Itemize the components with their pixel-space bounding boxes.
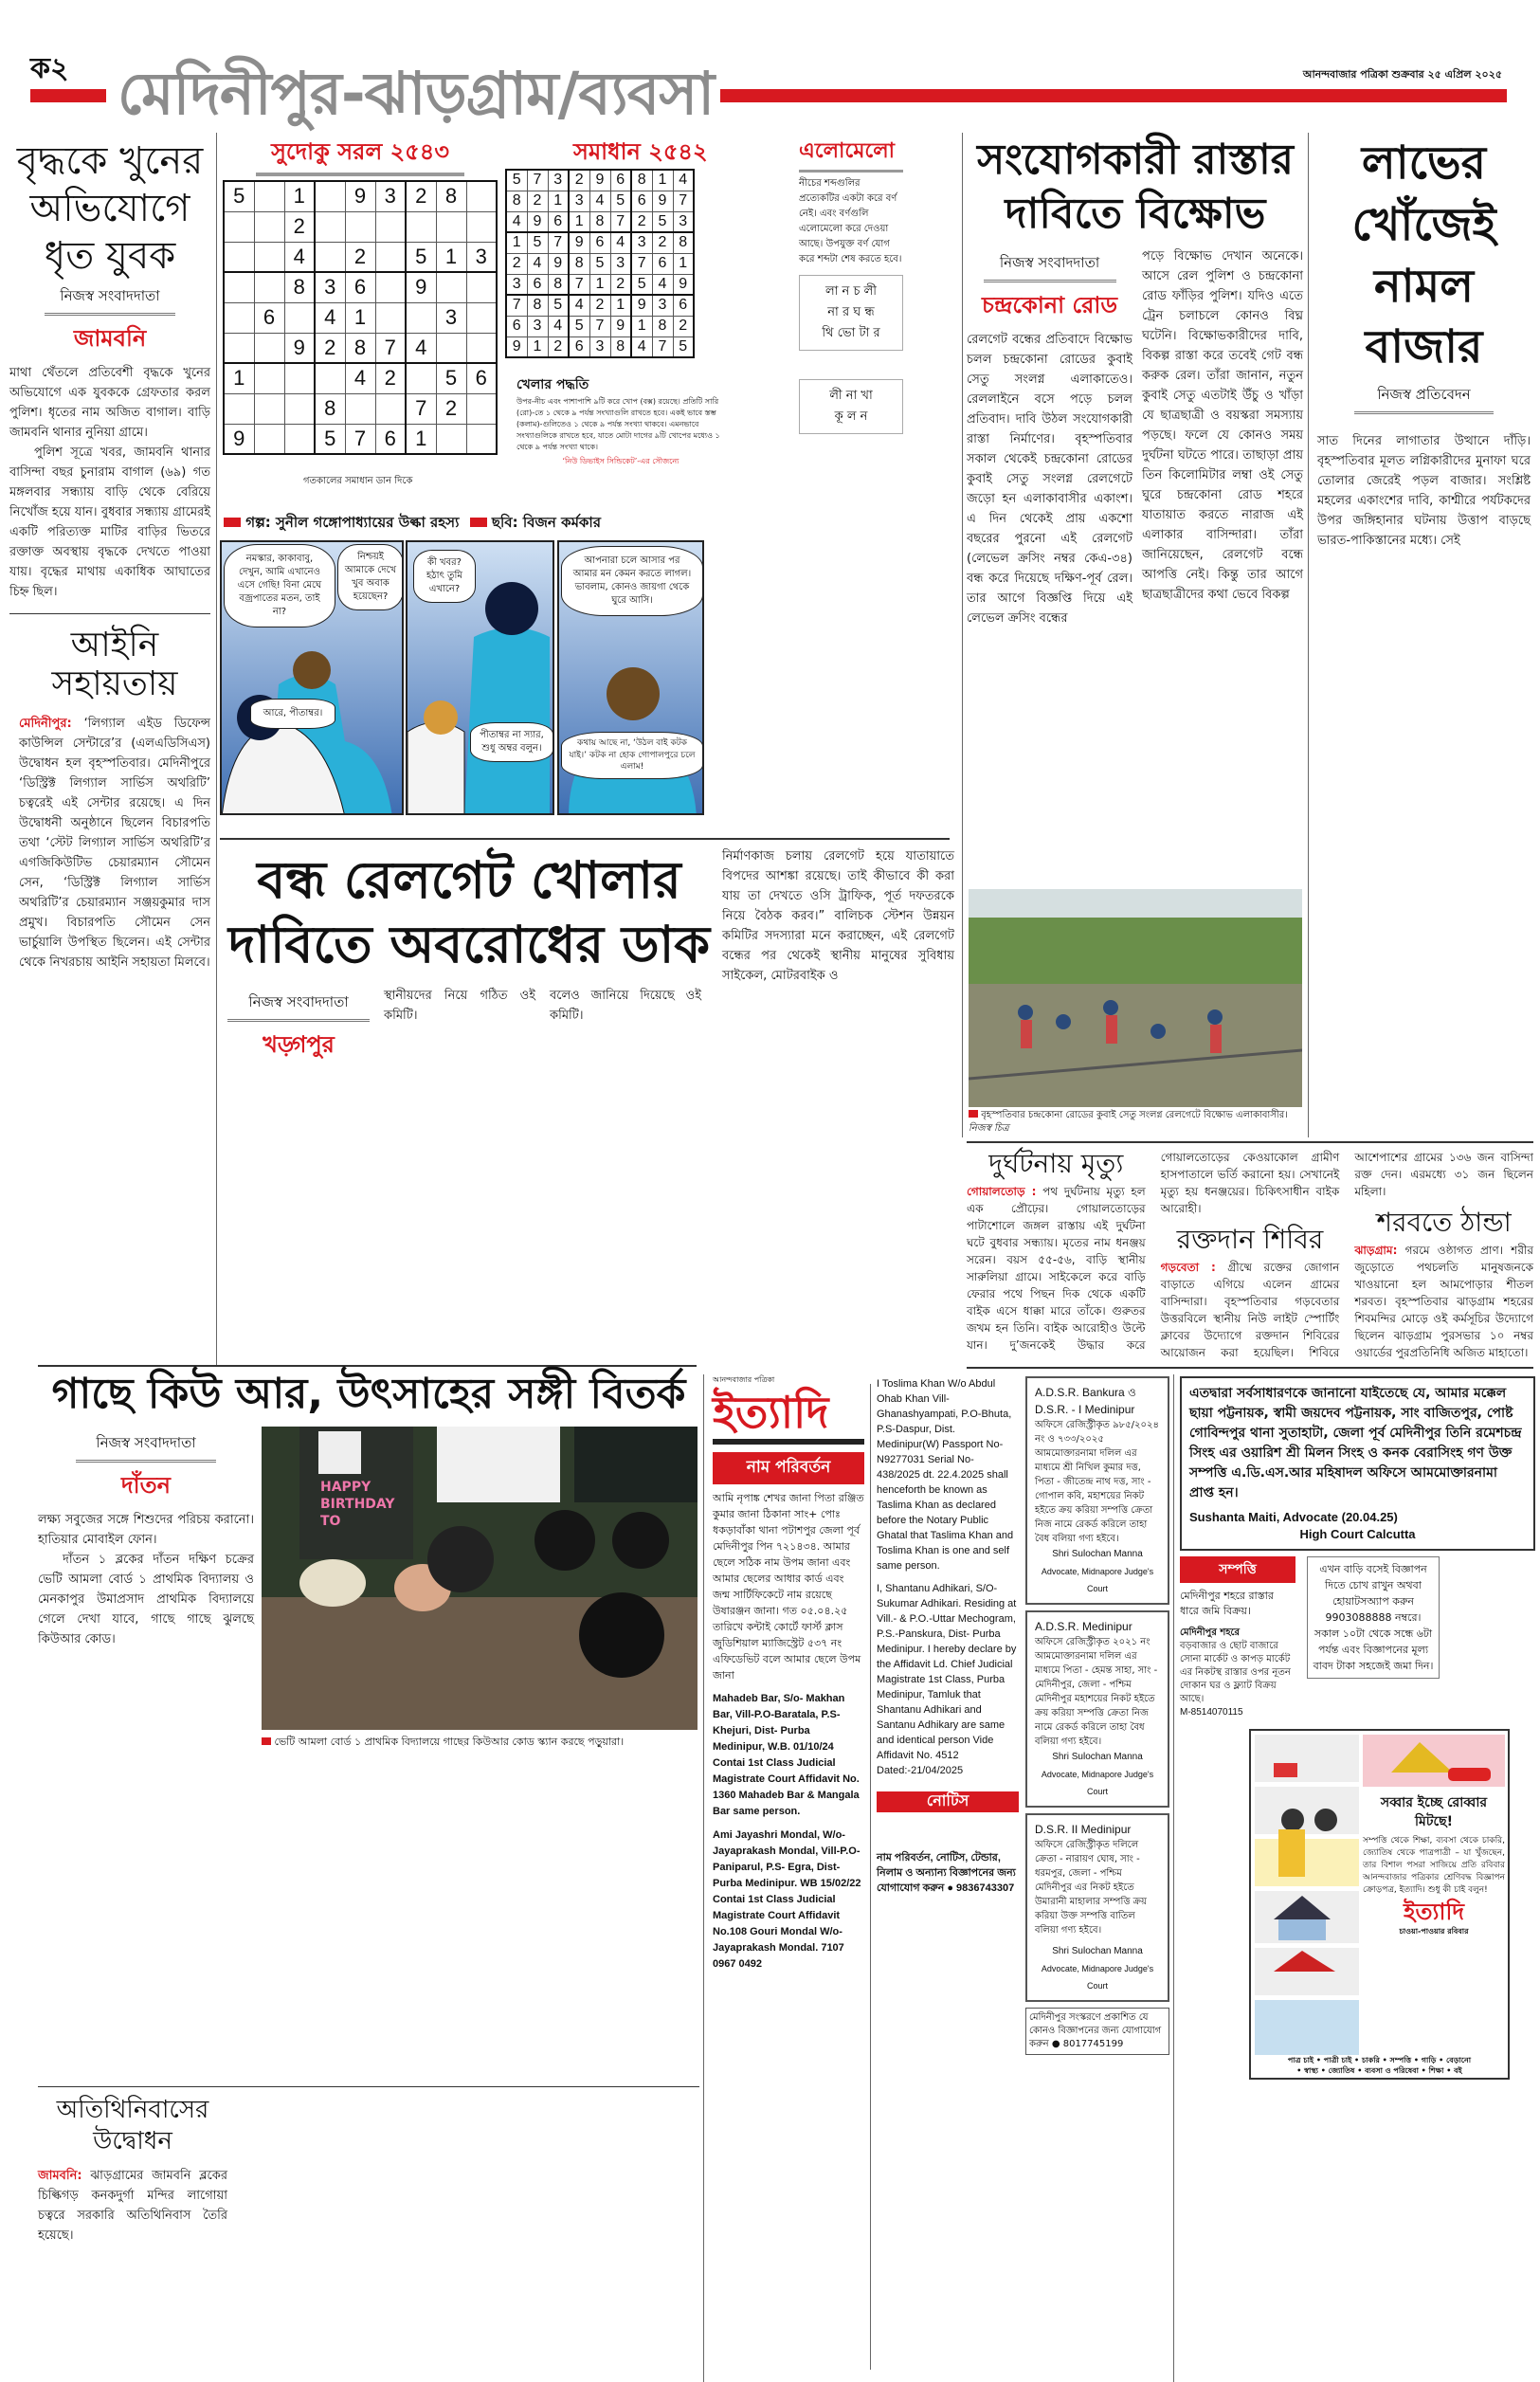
headline: বৃদ্ধকে খুনের অভিযোগে ধৃত যুবক xyxy=(16,139,204,278)
grid-cell: 8 xyxy=(589,211,610,232)
column-rule xyxy=(870,1384,871,2370)
grid-cell xyxy=(315,211,345,242)
grid-cell: 8 xyxy=(506,191,527,211)
grid-cell xyxy=(375,272,406,302)
grid-cell: 8 xyxy=(652,316,673,336)
road-col-2: পড়ে বিক্ষোভ দেখান অনেকে। আসে রেল পুলিশ ও চন্দ্রকোনা রোড ফাঁড়ির পুলিশ। যদিও এতে ট্রেন চলাচলে কোনও বিঘ্ন ঘটেনি। বিক্ষোভকারীদের দাবি, বিকল্প রাস্তা করে তবেই গেট বন্ধ করুক রেল। তাঁরা জানান, নতুন কুবাই সেতু এতটাই উঁচু ও খাঁড়া যে ছাত্রছাত্রী ও বয়স্করা সমস্যায় পড়ছে। ফলে যে কোনও সময় দুর্ঘটনা ঘটতে পারে। তাছাড়া প্রায় তিন কিলোমিটার লম্বা ওই সেতু ঘুরে চন্দ্রকোনা রোড শহরে যাতায়াত করতে নারাজ এই এলাকার বাসিন্দারা। তাঁরা জানিয়েছেন, রেলগেট বন্ধে আপত্তি নেই। কিন্তু তার আগে ছাত্রছাত্রীদের কথা ভেবে বিকল্প xyxy=(1142,249,1303,603)
elomelo-title: এলোমেলো xyxy=(799,135,903,173)
grid-cell xyxy=(284,393,315,424)
comic-panel-3 xyxy=(557,540,704,815)
sudoku-footer: গতকালের সমাধান ডান দিকে xyxy=(303,476,413,486)
grid-cell: 6 xyxy=(631,191,652,211)
left-column xyxy=(9,137,210,973)
byline: নিজস্ব সংবাদদাতা xyxy=(984,252,1116,282)
grid-cell: 2 xyxy=(610,274,631,295)
grid-cell: 4 xyxy=(673,170,694,191)
grid-cell: 8 xyxy=(610,336,631,357)
divider xyxy=(967,1367,1533,1369)
comic-art-label: ছবি: বিজন কর্মকার xyxy=(491,514,601,531)
byline: নিজস্ব সংবাদদাতা xyxy=(76,1432,216,1463)
brand-small: আনন্দবাজার পত্রিকা xyxy=(713,1375,775,1384)
place: মেদিনীপুর: xyxy=(19,716,72,731)
grid-cell xyxy=(406,211,436,242)
grid-cell: 7 xyxy=(375,333,406,363)
grid-cell xyxy=(224,393,254,424)
grid-cell: 4 xyxy=(406,333,436,363)
photo-caption: বৃহস্পতিবার চন্দ্রকোনা রোডের কুবাই সেতু সংলগ্ন রেলগেটে বিক্ষোভ এলাকাবাসীর। xyxy=(981,1110,1288,1120)
grid-cell: 9 xyxy=(527,211,548,232)
name-change-heading: নাম পরিবর্তন xyxy=(713,1452,864,1484)
grid-cell: 3 xyxy=(548,170,569,191)
grid-cell: 2 xyxy=(345,242,375,272)
elomelo-box-2: লী না খা কূ ল ন xyxy=(799,379,903,434)
contact-ad: নাম পরিবর্তন, নোটিস, টেন্ডার, নিলাম ও অন্যান্য বিজ্ঞাপনের জন্য যোগাযোগ করুন ● 9836743307 xyxy=(877,1852,1016,1894)
grid-cell: 8 xyxy=(315,393,345,424)
railgate-headline: বন্ধ রেলগেট খোলার দাবিতে অবরোধের ডাক xyxy=(227,850,711,974)
grid-cell: 1 xyxy=(610,295,631,316)
divider xyxy=(9,613,210,614)
brief-sherbet: শরবতে ঠান্ডা ঝাড়গ্রাম: গরমে ওষ্ঠাগত প্রাণ। শরীর জুড়োতে পথচলতি মানুষজনকে খাওয়ানো হল আমপোড়ার শীতল শরবত। বৃহস্পতিবার ঝাড়গ্রাম শহরের শিবমন্দির মোড়ে ওই কর্মসূচির উদ্যোগে ছিলেন ঝাড়গ্রাম পুরসভার ১০ নম্বর ওয়ার্ডের পুরপ্রতিনিধি অজিত মাহাতো। xyxy=(1354,1207,1533,1360)
grid-cell: 6 xyxy=(548,211,569,232)
grid-cell: 6 xyxy=(610,170,631,191)
grid-cell xyxy=(224,242,254,272)
speech-bubble: কথায় আছে না, ‘উঠল বাই কটক যাই।’ কটক না হোক গোপালপুরে চলে এলাম! xyxy=(561,732,703,779)
grid-cell: 5 xyxy=(569,316,589,336)
grid-cell: 3 xyxy=(631,232,652,253)
grid-cell xyxy=(345,393,375,424)
grid-cell: 9 xyxy=(631,295,652,316)
grid-cell xyxy=(466,424,497,454)
speech-bubble: কী খবর? হঠাৎ তুমি এখানে? xyxy=(413,550,476,603)
whatsapp-ad: এখন বাড়ি বসেই বিজ্ঞাপন দিতে চোখ রাখুন অথবা হোয়াটসঅ্যাপ করুন 9903088888 নম্বরে। সকাল ১০টা থেকে সন্ধে ৬টা পর্যন্ত এবং বিজ্ঞাপনের মূল্য বাবদ টাকা সহজেই জমা দিন। xyxy=(1307,1556,1440,1679)
grid-cell: 1 xyxy=(506,232,527,253)
grid-cell: 7 xyxy=(548,232,569,253)
right-ads-column xyxy=(1180,1376,1535,2080)
grid-cell xyxy=(436,211,466,242)
rules-text: উপর-নীচ এবং পাশাপাশি ৯টি করে খোপ (বক্স) রয়েছে। প্রতিটি সারি (রো)-তে ১ থেকে ৯ পর্যন্ত সংখ্যাগুলি রাখতে হবে। একই ভাবে স্তম্ভ (কলাম)-গুলিতেও ১ থেকে ৯ পর্যন্ত সংখ্যা থাকবে। এমনভাবে সংখ্যাগুলিকে রাখতে হবে, যাতে মোটা দাগের ৯টি খোপের মধ্যেও ১ থেকে ৯ পর্যন্ত সংখ্যা থাকে। xyxy=(516,397,720,451)
grid-cell: 1 xyxy=(652,170,673,191)
byline: নিজস্ব সংবাদদাতা xyxy=(227,991,370,1022)
grid-cell: 1 xyxy=(345,302,375,333)
grid-cell: 6 xyxy=(254,302,284,333)
column-rule xyxy=(1308,133,1309,1137)
grid-cell: 4 xyxy=(631,336,652,357)
grid-cell xyxy=(315,363,345,393)
column-rule xyxy=(216,133,217,1365)
classified-ad: Ami Jayashri Mondal, W/o- Jayaprakash Mondal, Vill-P.O- Paniparul, P.S- Egra, Dist- Purba Medinipur. WB 15/02/22 Contai 1st Class Judicial Magistrate Court Affidavit No.108 Gouri Mondal W/o- Jayaprakash Mondal. 7107 0967 0492 xyxy=(713,1829,861,1971)
grid-cell: 2 xyxy=(315,333,345,363)
grid-cell: 5 xyxy=(631,274,652,295)
brief-accident: দুর্ঘটনায় মৃত্যু গোয়ালতোড় : পথ দুর্ঘটনায় মৃত্যু হল এক প্রৌঢ়ের। গোয়ালতোড়ের পাটাশোলে জঙ্গল রাস্তায় এই দুর্ঘটনা ঘটে বুধবার সন্ধ্যায়। মৃতের নাম ধনঞ্জয় সরেন। বয়স ৫৫-৫৬, বাড়ি স্থানীয় সারুলিয়া গ্রামে। সাইকেলে করে বাড়ি ফেরার পথে পিছন দিক থেকে একটি বাইক এসে ধাক্কা মারে তাঁকে। গুরুতর জখম হন তিনি। বাইক আরোহীও উল্টে যান। দু’জনকেই উদ্ধার করে গোয়ালতোড়ের কেওয়াকোল গ্রামীণ হাসপাতালে ভর্তি করানো হয়। সেখানেই মৃত্যু হয় ধনঞ্জয়ের। চিকিৎসাধীন বাইক আরোহী। xyxy=(967,1148,1340,1353)
grid-cell xyxy=(254,211,284,242)
photo-caption: ভেটি আমলা বোর্ড ১ প্রাথমিক বিদ্যালয়ে গাছের কিউআর কোড স্ক্যান করছে পড়ুয়ারা। xyxy=(274,1735,625,1748)
grid-cell: 3 xyxy=(315,272,345,302)
grid-cell: 1 xyxy=(589,274,610,295)
grid-cell xyxy=(315,242,345,272)
grid-cell xyxy=(345,211,375,242)
promo-title: সব্বার ইচ্ছে রোব্বার মিটছে! xyxy=(1380,1795,1488,1829)
divider xyxy=(220,838,950,840)
court-ad-2: A.D.S.R. Medinipur অফিসে রেজিস্ট্রীকৃত ২০২১ নং আমমোক্তারনামা দলিল এর মাধ্যমে পিতা - হেমন্ত সাহা, সাং - মেদিনীপুর, জেলা - পশ্চিম মেদিনীপুর মহাশয়ের নিকট হইতে ক্রয় করিয়া সম্পত্তি ক্রেতা নিজ নামে রেকর্ড করিলে তাহা বৈধ বলিয়া গণ্য হইবে। Shri Sulochan Manna Advocate, Midnapore Judge's Court xyxy=(1025,1610,1169,1808)
grid-cell: 2 xyxy=(589,295,610,316)
brief-blood-donation: রক্তদান শিবির গড়বেতা : গ্রীষ্মে রক্তের জোগান বাড়াতে এগিয়ে এলেন গ্রামের বাসিন্দারা। বৃহস্পতিবার গড়বেতার উত্তরবিলে স্থানীয় নিউ লাইট স্পোর্টিং ক্লাবের উদ্যোগে রক্তদান শিবিরের আয়োজন করা হয়েছিল। শিবিরে আশেপাশের গ্রামের ১৩৬ জন বাসিন্দা রক্ত দেন। এরমধ্যে ৩১ জন ছিলেন মহিলা। xyxy=(1160,1151,1533,1360)
grid-cell: 3 xyxy=(527,316,548,336)
grid-cell xyxy=(466,302,497,333)
product-images-icon xyxy=(1255,1735,1359,2057)
dateline: খড়্গপুর xyxy=(263,1031,335,1058)
railgate-col-1: স্থানীয়দের নিয়ে গঠিত ওই কমিটি। xyxy=(384,989,535,1023)
grid-cell: 5 xyxy=(436,363,466,393)
elomelo-box-1: লা ন চ লী না র ঘ ন্ধ থি ভো টা র xyxy=(799,275,903,351)
grid-cell: 9 xyxy=(610,316,631,336)
dateline: জামবনি xyxy=(73,325,147,352)
comic-panel-1 xyxy=(220,540,404,815)
grid-cell: 5 xyxy=(673,336,694,357)
grid-cell: 6 xyxy=(652,253,673,274)
grid-cell: 4 xyxy=(569,295,589,316)
qr-school-photo xyxy=(262,1427,698,1730)
grid-cell: 1 xyxy=(406,424,436,454)
court-ad-3: D.S.R. II Medinipur অফিসে রেজিস্ট্রীকৃত দলিলে ক্রেতা - নারায়ণ ঘোষ, সাং - ধরমপুর, জেলা - পশ্চিম মেদিনীপুর এর নিকট হইতে উমারানী মাহালার সম্পত্তি ক্রয় করিয়া উক্ত সম্পত্তি বাতিল বলিয়া গণ্য হইবে। Shri Sulochan Manna Advocate, Midnapore Judge's Court xyxy=(1025,1813,1169,2002)
classified-ad: I, Shantanu Adhikari, S/O- Sukumar Adhikari. Residing at Vill.- & P.O.-Uttar Mechogram, P.S.-Panskura, Dist- Purba Medinipur. I hereby declare by the Affidavit Ld. Chief Judicial Magistrate 1st Class, Purba Medinipur, Tamluk that Shantanu Adhikari and Santanu Adhikary are same and identical person Vide Affidavit No. 4512 Dated:-21/04/2025 xyxy=(877,1583,1017,1776)
grid-cell: 2 xyxy=(284,211,315,242)
grid-cell: 5 xyxy=(506,170,527,191)
court-ad-1: A.D.S.R. Bankura ও D.S.R. - I Medinipur অফিসে রেজিস্ট্রীকৃত ৯৮৫/২০২৪ নং ও ৭৩৩/২০২৫ আমমোক্তারনামা দলিল এর মাধ্যমে শ্রী নিখিল কুমার দত্ত, পিতা - জীতেন্দ্র নাথ দত্ত, সাং - গোপাল কবি, মহাশয়ের নিকট হইতে ক্রয় করিয়া সম্পত্তি ক্রেতা নিজ নামে রেকর্ড করিলে তাহা বৈধ বলিয়া গণ্য হইবে। Shri Sulochan Manna Advocate, Midnapore Judge's Court xyxy=(1025,1376,1169,1605)
dateline: দাঁতন xyxy=(121,1471,171,1499)
grid-cell xyxy=(284,363,315,393)
grid-cell: 8 xyxy=(436,181,466,211)
grid-cell: 5 xyxy=(548,295,569,316)
elomelo xyxy=(799,135,903,434)
classified-ad: Mahadeb Bar, S/o- Makhan Bar, Vill-P.O-Baratala, P.S- Khejuri, Dist- Purba Medinipur, W.B. 01/10/24 Contai 1st Class Judicial Magistrate Court Affidavit No. 1360 Mahadeb Bar & Mangala Bar same person. xyxy=(713,1693,860,1818)
grid-cell: 2 xyxy=(673,316,694,336)
grid-cell: 2 xyxy=(548,336,569,357)
grid-cell: 6 xyxy=(527,274,548,295)
grid-cell: 3 xyxy=(506,274,527,295)
article-murder xyxy=(9,137,210,602)
grid-cell: 6 xyxy=(345,272,375,302)
grid-cell: 2 xyxy=(569,170,589,191)
grid-cell: 1 xyxy=(631,316,652,336)
grid-cell: 4 xyxy=(610,232,631,253)
land-ad: মেদিনীপুর শহরে রাস্তার ধারে জমি বিক্রয়। xyxy=(1180,1590,1274,1617)
grid-cell: 6 xyxy=(466,363,497,393)
paragraph: ‘লিগ্যাল এইড ডিফেন্স কাউন্সিল সেন্টারে’র (এলএডিসিএস) উদ্বোধন হল বৃহস্পতিবার। মেদিনীপুরে ‘ডিস্ট্রিক্ট লিগ্যাল সার্ভিস অথরিটি’ চত্বরেই এই সেন্টার রয়েছে। এ দিন উদ্বোধনী অনুষ্ঠানে ছিলেন বিচারপতি তথা ‘স্টেট লিগ্যাল সার্ভিস অথরিটি’র এগজিকিউটিভ চেয়ারম্যান সৌমেন সেন, ‘ডিস্ট্রিক্ট লিগ্যাল সার্ভিস অথরিটি’র চেয়ারম্যান সঞ্জয়কুমার দাস প্রমুখ। বিচারপতি সৌমেন সেন ভার্চুয়ালি উপস্থিত ছিলেন। এই সেন্টার থেকে নিখরচায় আইনি সহায়তা মিলবে। xyxy=(19,716,210,970)
grid-cell xyxy=(406,302,436,333)
grid-cell: 5 xyxy=(315,424,345,454)
grid-cell: 8 xyxy=(631,170,652,191)
grid-cell: 1 xyxy=(527,336,548,357)
grid-cell: 3 xyxy=(589,336,610,357)
briefs xyxy=(967,1149,1533,1361)
grid-cell: 4 xyxy=(345,363,375,393)
grid-cell xyxy=(254,363,284,393)
grid-cell: 5 xyxy=(224,181,254,211)
grid-cell xyxy=(466,333,497,363)
grid-cell: 7 xyxy=(652,336,673,357)
solution-title: সমাধান ২৫৪২ xyxy=(573,138,708,165)
solution-grid xyxy=(505,169,695,358)
grid-cell: 7 xyxy=(673,191,694,211)
grid-cell xyxy=(406,363,436,393)
grid-cell: 8 xyxy=(569,253,589,274)
rules-title: খেলার পদ্ধতি xyxy=(516,377,589,392)
sudoku-grid xyxy=(223,180,498,455)
grid-cell: 6 xyxy=(375,424,406,454)
photo-board-text: HAPPY BIRTHDAY TO xyxy=(320,1479,395,1529)
grid-cell: 6 xyxy=(589,232,610,253)
paragraph: পুলিশ সূত্রে খবর, জামবনি থানার বাসিন্দা বছর চুনারাম বাগাল (৬৯) গত মঙ্গলবার সন্ধ্যায় বাড়ি থেকে বেরিয়ে নিখোঁজ হয়ে যান। বুধবার সন্ধ্যায় গ্রামেরই একটি পরিত্যক্ত মাটির বাড়ির ভিতরে রক্তাক্ত অবস্থায় বৃদ্ধকে দেখতে পাওয়া যায়। বৃদ্ধের মাথায় একাধিক আঘাতের চিহ্ন ছিল। xyxy=(9,445,210,599)
article-tree: গাছে কিউ আর, উৎসাহের সঙ্গী বিতর্ক নিজস্ব সংবাদদাতা দাঁতন লক্ষ্য সবুজের সঙ্গে শিশুদের পরিচয় করানো। হাতিয়ার মোবাইল ফোন। দাঁতন ১ ব্লকের দাঁতন দক্ষিণ চক্রের ভেটি আমলা বোর্ড ১ প্রাথমিক বিদ্যালয় ও মেনকাপুর উমাপ্রসাদ প্রাথমিক বিদ্যালয়ে গেলে দেখা যাবে, গাছে গাছে ঝুলছে কিউআর কোড। HAPPY BIRTHDAY TO ভেটি আমলা বোর্ড ১ প্রাথমিক বিদ্যালয়ে গাছের কিউআর কোড স্ক্যান করছে পড়ুয়ারা। অতিথিনিবাসের উদ্বোধন জামবনি: ঝাড়গ্রামের জামবনি ব্লকের চিল্কিগড় কনকদুর্গা মন্দির লাগোয়া চত্বরে সরকারি অতিথিনিবাস তৈরি হয়েছে। xyxy=(38,1371,699,2246)
grid-cell: 1 xyxy=(569,211,589,232)
column-rule xyxy=(962,133,963,1137)
itadi-promo: সব্বার ইচ্ছে রোব্বার মিটছে! সম্পত্তি থেকে শিক্ষা, ব্যবসা থেকে চাকরি, জ্যোতিষ থেকে পাত্রপাত্রী – যা খুঁজছেন, তার বিশাল পসরা সাজিয়ে প্রতি রবিবার আনন্দবাজার পত্রিকার শ্রেণিবদ্ধ বিজ্ঞাপন ক্রোড়পত্র, ইত্যাদি। শুধু কী চাই বলুন! ইত্যাদি চাওয়া-পাওয়ার রবিবার পাত্র চাই • পাত্রী চাই • চাকরি • সম্পত্তি • গাড়ি • বেড়ানো • স্বাস্থ্য • জ্যোতিষ • ব্যবসা ও পরিষেবা • শিক্ষা • বই xyxy=(1249,1729,1510,2080)
divider xyxy=(38,1365,697,1367)
tree-headline: গাছে কিউ আর, উৎসাহের সঙ্গী বিতর্ক xyxy=(51,1370,686,1418)
road-protest-photo xyxy=(969,889,1302,1107)
column-rule xyxy=(1173,1374,1174,2382)
grid-cell: 7 xyxy=(589,316,610,336)
article-railgate xyxy=(227,848,711,1069)
grid-cell xyxy=(466,393,497,424)
grid-cell: 9 xyxy=(589,170,610,191)
photo-credit: নিজস্ব চিত্র xyxy=(969,1123,1009,1134)
grid-cell: 3 xyxy=(673,211,694,232)
shop-ad: মেদিনীপুর শহরে বড়বাজার ও ছোট বাজারে সোনা মার্কেট ও কাপড় মার্কেট এর নিকটস্থ রাস্তার ওপর নূতন দোকান ঘর ও ফ্ল্যাট বিক্রয় আছে। M-8514070115 xyxy=(1180,1627,1291,1718)
bottom-contact: মেদিনীপুর সংস্করণে প্রকাশিত যে কোনও বিজ্ঞাপনের জন্য যোগাযোগ করুন ● 8017745199 xyxy=(1025,2008,1169,2055)
grid-cell: 3 xyxy=(569,191,589,211)
grid-cell: 8 xyxy=(284,272,315,302)
grid-cell: 1 xyxy=(673,253,694,274)
grid-cell: 2 xyxy=(527,191,548,211)
grid-cell: 3 xyxy=(610,253,631,274)
grid-cell: 4 xyxy=(548,316,569,336)
grid-cell: 9 xyxy=(569,232,589,253)
grid-cell: 7 xyxy=(631,253,652,274)
grid-cell xyxy=(254,242,284,272)
comic-panel-2 xyxy=(406,540,554,815)
grid-cell: 6 xyxy=(569,336,589,357)
grid-cell xyxy=(375,302,406,333)
divider xyxy=(967,1141,1533,1143)
grid-cell: 9 xyxy=(406,272,436,302)
speech-bubble: নমস্কার, কাকাবাবু, দেখুন, আমি এখানেও এসে গেছি! বিনা মেঘে বজ্রপাতের মতন, তাই না? xyxy=(224,544,335,627)
grid-cell: 9 xyxy=(548,253,569,274)
grid-cell: 1 xyxy=(284,181,315,211)
grid-cell: 3 xyxy=(652,295,673,316)
grid-cell xyxy=(254,272,284,302)
article-market xyxy=(1317,133,1531,551)
speech-bubble: আপনারা চলে আসার পর আমার মন কেমন করতে লাগল। ভাবলাম, কোনও জায়গা থেকে ঘুরে আসি। xyxy=(561,546,703,616)
grid-cell: 9 xyxy=(506,336,527,357)
grid-cell xyxy=(224,272,254,302)
grid-cell xyxy=(466,181,497,211)
promo-body: সম্পত্তি থেকে শিক্ষা, ব্যবসা থেকে চাকরি, জ্যোতিষ থেকে পাত্রপাত্রী – যা খুঁজছেন, তার বিশাল পসরা সাজিয়ে প্রতি রবিবার আনন্দবাজার পত্রিকার শ্রেণিবদ্ধ বিজ্ঞাপন ক্রোড়পত্র, ইত্যাদি। শুধু কী চাই বলুন! xyxy=(1363,1836,1505,1895)
header-rule-left xyxy=(30,89,106,102)
grid-cell: 6 xyxy=(673,295,694,316)
paragraph: সাত দিনের লাগাতার উত্থানে দাঁড়ি। বৃহস্পতিবার মূলত লগ্নিকারীদের মুনাফা ঘরে তোলার জেরেই পড়ল বাজার। সংশ্লিষ্ট মহলের একাংশের দাবি, কাশ্মীরে পর্যটকদের উপর জঙ্গিহানার ঘটনায় উত্তাপ বাড়ছে ভারত-পাকিস্তানের মধ্যে। সেই xyxy=(1317,434,1531,549)
grid-cell: 9 xyxy=(652,191,673,211)
headline: লাভের খোঁজেই নামল বাজার xyxy=(1351,136,1496,374)
grid-cell: 8 xyxy=(673,232,694,253)
road-headline: সংযোগকারী রাস্তার দাবিতে বিক্ষোভ xyxy=(977,136,1294,239)
grid-cell: 4 xyxy=(506,211,527,232)
grid-cell: 6 xyxy=(506,316,527,336)
grid-cell: 2 xyxy=(436,393,466,424)
divider xyxy=(38,2086,699,2087)
grid-cell: 7 xyxy=(406,393,436,424)
grid-cell: 5 xyxy=(406,242,436,272)
speech-bubble: আরে, পীতাম্বর। xyxy=(250,699,335,729)
railgate-col-3: নির্মাণকাজ চলায় রেলগেট হয়ে যাতায়াতে বিপদের আশঙ্কা রয়েছে। তাই কীভাবে কী করা যায় তা দেখতে ওসি ট্রাফিক, পূর্ত দফতরকে নিয়ে বৈঠক করব।” বালিচক স্টেশন উন্নয়ন কমিটির সদস্যারা মনে করাচ্ছেন, এই রেলগেট বন্ধের পর থেকেই স্থানীয় মানুষের সুবিধায় সাইকেল, মোটরবাইক ও xyxy=(722,849,954,983)
grid-cell xyxy=(466,211,497,242)
railgate-col-2: বলেও জানিয়ে দিয়েছে ওই কমিটি। xyxy=(550,989,701,1023)
grid-cell: 4 xyxy=(315,302,345,333)
promo-tagline: চাওয়া-পাওয়ার রবিবার xyxy=(1399,1926,1469,1936)
classifieds-left-column xyxy=(713,1374,864,1973)
grid-cell: 4 xyxy=(589,191,610,211)
court-ads-column xyxy=(1025,1376,1169,2055)
grid-cell: 5 xyxy=(610,191,631,211)
date-line: আনন্দবাজার পত্রিকা শুক্রবার ২৫ এপ্রিল ২০২৫ xyxy=(1302,68,1502,81)
article-legal-aid xyxy=(9,626,210,973)
headline: আইনি সহায়তায় xyxy=(51,626,178,704)
grid-cell: 8 xyxy=(548,274,569,295)
grid-cell: 7 xyxy=(506,295,527,316)
grid-cell xyxy=(254,181,284,211)
sudoku-title: সুদোকু সরল ২৫৪৩ xyxy=(256,135,464,176)
byline: নিজস্ব প্রতিবেদন xyxy=(1354,384,1493,414)
grid-cell xyxy=(224,302,254,333)
elomelo-intro: নীচের শব্দগুলির প্রত্যেকটির একটা করে বর্ণ নেই। এবং বর্ণগুলি এলোমেলো করে দেওয়া আছে। উপযুক্ত বর্ণ যোগ করে শব্দটা শেষ করতে হবে। xyxy=(799,178,902,264)
grid-cell: 9 xyxy=(224,424,254,454)
speech-bubble: পীতাম্বর না স্যার, শুধু অম্বর বলুন। xyxy=(470,722,553,762)
grid-cell xyxy=(375,242,406,272)
grid-cell: 8 xyxy=(527,295,548,316)
grid-cell xyxy=(436,272,466,302)
grid-cell: 8 xyxy=(345,333,375,363)
grid-cell: 2 xyxy=(631,211,652,232)
grid-cell: 3 xyxy=(375,181,406,211)
grid-cell xyxy=(375,211,406,242)
section-title: মেদিনীপুর-ঝাড়গ্রাম/ব্যবসা xyxy=(112,49,719,147)
grid-cell xyxy=(254,393,284,424)
byline: নিজস্ব সংবাদদাতা xyxy=(45,285,175,316)
grid-cell: 7 xyxy=(345,424,375,454)
grid-cell: 9 xyxy=(284,333,315,363)
grid-cell: 1 xyxy=(436,242,466,272)
column-rule xyxy=(703,1374,704,2382)
comic-story-label: গল্প: সুনীল গঙ্গোপাধ্যায়ের উল্কা রহস্য xyxy=(245,514,460,531)
grid-cell xyxy=(315,181,345,211)
grid-cell: 3 xyxy=(436,302,466,333)
grid-cell xyxy=(224,333,254,363)
itadi-logo: ইত্যাদি xyxy=(713,1387,864,1445)
promo-logo: ইত্যাদি xyxy=(1404,1899,1464,1925)
grid-cell xyxy=(254,333,284,363)
speech-bubble: নিশ্চয়ই আমাকে দেখে খুব অবাক হয়েছেন? xyxy=(337,544,404,610)
tent-car-icon xyxy=(1363,1735,1505,1791)
road-col-1: রেলগেট বন্ধের প্রতিবাদে বিক্ষোভ চলল চন্দ্রকোনা রোডের কুবাই সেতু সংলগ্ন এলাকাতেও। রেললাইনে বসে পড়ে চলল প্রতিবাদ। দাবি উঠল সংযোগকারী রাস্তা নির্মাণের। বৃহস্পতিবার সকাল থেকেই চন্দ্রকোনা রোডের কুবাই সেতু সংলগ্ন রেলগেটে জড়ো হন এলাকাবাসীর একাংশ। এ দিন থেকেই প্রায় একশো বছরের পুরনো এই রেলগেট (লেভেল ক্রসিং নম্বর কেএ-৩৪) বন্ধ করে দিয়েছে দক্ষিণ-পূর্ব রেল। তার আগে বিজ্ঞপ্তি দিয়ে এই লেভেল ক্রসিং বন্ধের xyxy=(967,333,1132,627)
grid-cell xyxy=(224,211,254,242)
grid-cell xyxy=(284,302,315,333)
grid-cell xyxy=(436,333,466,363)
grid-cell xyxy=(254,424,284,454)
classifieds-mid-column xyxy=(877,1376,1019,1896)
grid-cell xyxy=(375,393,406,424)
header-rule-right xyxy=(720,89,1507,102)
classified-ad: I Toslima Khan W/o Abdul Ohab Khan Vill-Ghanashyampati, P.O-Bhuta, P.S-Daspur, Dist. Medinipur(W) Passport No- N9277031 Serial No- 438/2025 dt. 22.4.2025 shall henceforth be known as Taslima Khan as declared before the Notary Public Ghatal that Taslima Khan and Toslima Khan is one and self same person. xyxy=(877,1378,1014,1572)
article-guest-house: অতিথিনিবাসের উদ্বোধন জামবনি: ঝাড়গ্রামের জামবনি ব্লকের চিল্কিগড় কনকদুর্গা মন্দির লাগোয়া চত্বরে সরকারি অতিথিনিবাস তৈরি হয়েছে। xyxy=(38,2095,227,2244)
grid-cell xyxy=(436,424,466,454)
credit: ‘নিউ ডিভাইস সিন্ডিকেট’-এর সৌজন্যে xyxy=(562,457,679,465)
grid-cell xyxy=(284,424,315,454)
grid-cell: 2 xyxy=(506,253,527,274)
grid-cell: 1 xyxy=(548,191,569,211)
grid-cell: 2 xyxy=(652,232,673,253)
grid-cell: 7 xyxy=(569,274,589,295)
article-road xyxy=(967,133,1304,628)
grid-cell: 4 xyxy=(652,274,673,295)
grid-cell: 9 xyxy=(345,181,375,211)
property-heading: সম্পত্তি xyxy=(1180,1556,1295,1583)
notice-heading: নোটিস xyxy=(877,1791,1019,1812)
grid-cell: 7 xyxy=(527,170,548,191)
grid-cell: 5 xyxy=(589,253,610,274)
affidavit-ad: এতদ্বারা সর্বসাধারণকে জানানো যাইতেছে যে, আমার মক্কেল ছায়া পট্টনায়ক, স্বামী জয়দেব পট্টনায়ক, সাং বাজিতপুর, পোষ্ট গোবিন্দপুর থানা সুতাহাটা, জেলা পূর্ব মেদিনীপুর তিনি রমেশচন্দ্র সিংহ এর ওয়ারিশ শ্রী মিলন সিংহ ও কনক বেরাসিংহ গণ উক্ত সম্পত্তি এ.ডি.এস.আর মহিষাদল অফিসে আমমোক্তারনামা প্রাপ্ত হন। Sushanta Maiti, Advocate (20.04.25) High Court Calcutta xyxy=(1180,1376,1535,1551)
grid-cell: 2 xyxy=(375,363,406,393)
paragraph: মাথা থেঁতলে প্রতিবেশী বৃদ্ধকে খুনের অভিযোগে এক যুবককে গ্রেফতার করল পুলিশ। ধৃতের নাম অজিত বাগাল। বাড়ি জামবনি থানার নুনিয়া গ্রামে। xyxy=(9,366,210,440)
grid-cell: 5 xyxy=(527,232,548,253)
grid-cell: 3 xyxy=(466,242,497,272)
grid-cell: 4 xyxy=(527,253,548,274)
grid-cell: 5 xyxy=(652,211,673,232)
grid-cell: 2 xyxy=(406,181,436,211)
page-number: ক২ xyxy=(30,52,69,85)
grid-cell: 1 xyxy=(224,363,254,393)
classified-ad: আমি নৃপাঙ্ক শেখর জানা পিতা রঞ্জিত কুমার জানা ঠিকানা সাং+ পোঃ ধকড়াবাঁকা থানা পটাশপুর জেলা পূর্ব মেদিনীপুর পিন ৭২১৪৩৪. আমার ছেলে সঠিক নাম উপম জানা এবং আমার ছেলের আধার কার্ড এবং জন্ম সার্টিফিকেটে নাম রয়েছে উষারঞ্জন জানা। গত ০৫.০৪.২৫ তারিখে কন্টাই কোর্টে ফার্স্ট ক্লাস জুডিশিয়াল ম্যাজিস্ট্রেট ৫৩৭ নং এফিডেভিট বলে আমার ছেলে উপম জানা xyxy=(713,1492,864,1682)
grid-cell: 7 xyxy=(610,211,631,232)
grid-cell: 4 xyxy=(284,242,315,272)
dateline: চন্দ্রকোনা রোড xyxy=(982,292,1117,319)
grid-cell xyxy=(466,272,497,302)
grid-cell: 9 xyxy=(673,274,694,295)
